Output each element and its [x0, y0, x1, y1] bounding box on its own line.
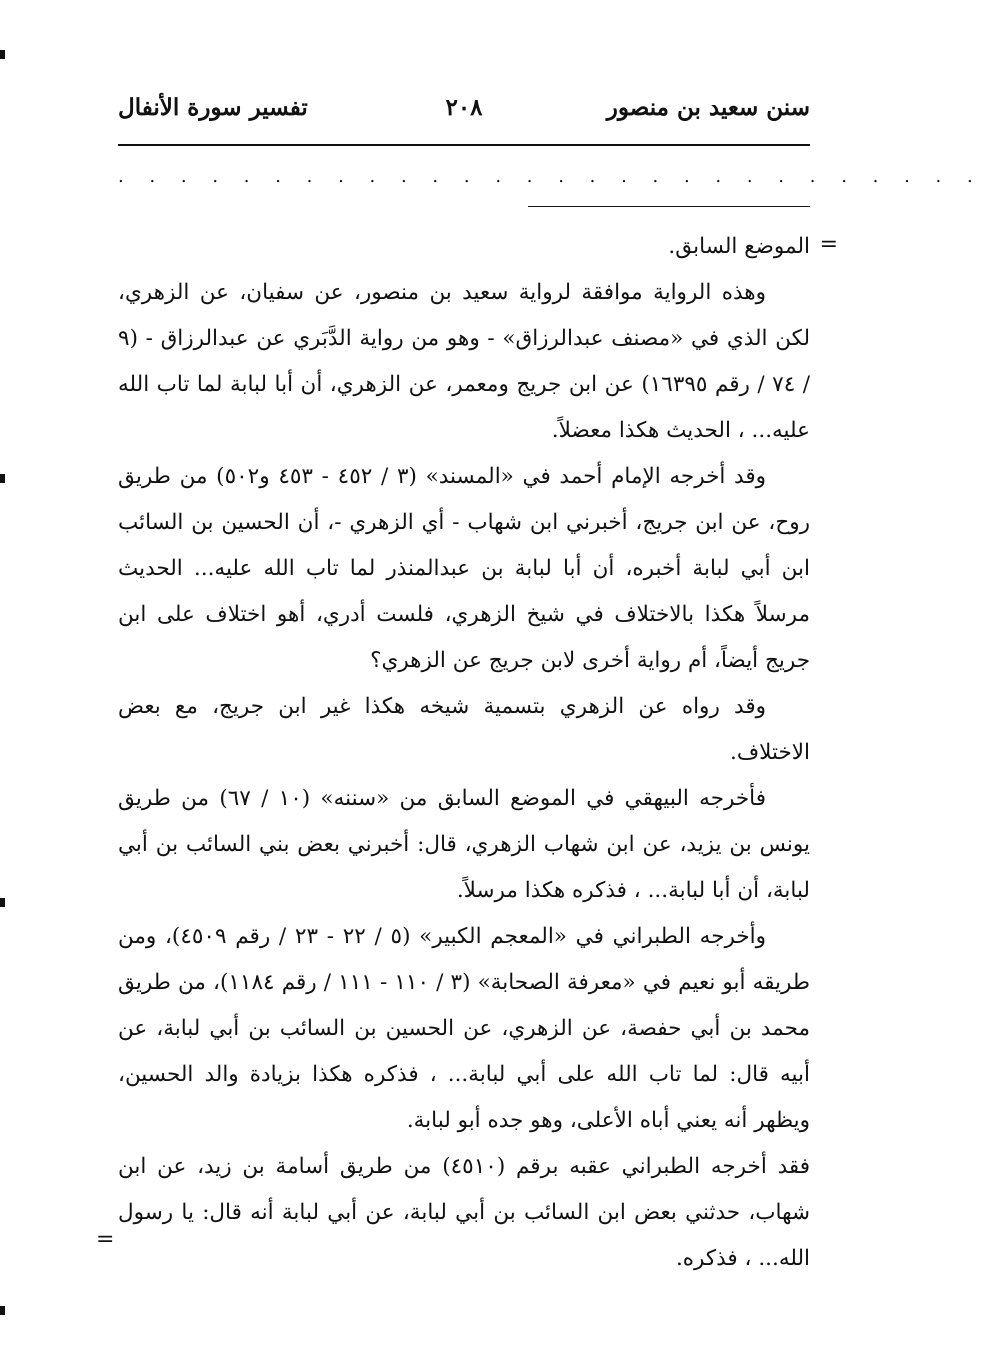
header-rule	[118, 144, 810, 146]
paragraph: وهذه الرواية موافقة لرواية سعيد بن منصور، عن سفيان، عن الزهري، لكن الذي في «مصنف عبدالرزاق» - وهو من رواية الدَّبَري عن عبدالرزاق - (٩ / ٧٤ / رقم ١٦٣٩٥) عن ابن جريج ومعمر، عن الزهري، أن أبا لبابة لما تاب الله عليه... ، الحديث هكذا معضلاً.	[118, 280, 810, 443]
paragraph: وقد رواه عن الزهري بتسمية شيخه هكذا غير ابن جريج، مع بعض الاختلاف.	[118, 694, 810, 765]
separator-dots: . . . . . . . . . . . . . . . . . . . . . . . . . . . .	[118, 166, 983, 187]
paragraph: فأخرجه البيهقي في الموضع السابق من «سننه» (١٠ / ٦٧) من طريق يونس بن يزيد، عن ابن شهاب الزهري، قال: أخبرني بعض بني السائب بن أبي لبابة، أن أبا لبابة... ، فذكره هكذا مرسلاً.	[118, 786, 810, 903]
footnote-rule	[528, 206, 810, 207]
book-title: سنن سعيد بن منصور	[606, 94, 810, 121]
section-title: تفسير سورة الأنفال	[118, 94, 308, 121]
page-number: ٢٠٨	[445, 94, 483, 121]
paragraph: فقد أخرجه الطبراني عقبه برقم (٤٥١٠) من طريق أسامة بن زيد، عن ابن شهاب، حدثني بعض ابن السائب بن أبي لبابة، عن أبي لبابة أنه قال: يا رسول الله... ، فذكره.	[118, 1154, 811, 1271]
paragraph: وقد أخرجه الإمام أحمد في «المسند» (٣ / ٤٥٢ - ٤٥٣ و٥٠٢) من طريق روح، عن ابن جريج، أخبرني ابن شهاب - أي الزهري -، أن الحسين بن السائب ابن أبي لبابة أخبره، أن أبا لبابة بن عبدالمنذر لما تاب الله عليه... الحديث مرسلاً هكذا بالاختلاف في شيخ الزهري، فلست أدري، أهو اختلاف على ابن جريج أيضاً، أم رواية أخرى لابن جريج عن الزهري؟	[118, 464, 810, 673]
continuation-mark-top: =	[819, 232, 838, 257]
running-header	[118, 94, 810, 138]
paragraph: وأخرجه الطبراني في «المعجم الكبير» (٥ / ٢٢ - ٢٣ / رقم ٤٥٠٩)، ومن طريقه أبو نعيم في «معرفة الصحابة» (٣ / ١١٠ - ١١١ / رقم ١١٨٤)، من طريق محمد بن أبي حفصة، عن الزهري، عن الحسين بن السائب بن أبي لبابة، عن أبيه قال: لما تاب الله على أبي لبابة... ، فذكره هكذا بزيادة والد الحسين، ويظهر أنه يعني أباه الأعلى، وهو جده أبو لبابة.	[118, 924, 810, 1133]
scan-edge-mark	[0, 50, 5, 59]
footnote-text	[118, 224, 810, 1282]
book-page	[96, 0, 983, 1355]
scan-edge-mark	[0, 474, 5, 483]
scan-edge-mark	[0, 898, 5, 907]
paragraph: الموضع السابق.	[668, 234, 810, 259]
continuation-mark-bottom: =	[96, 1227, 115, 1252]
scan-edge-mark	[0, 1306, 5, 1315]
